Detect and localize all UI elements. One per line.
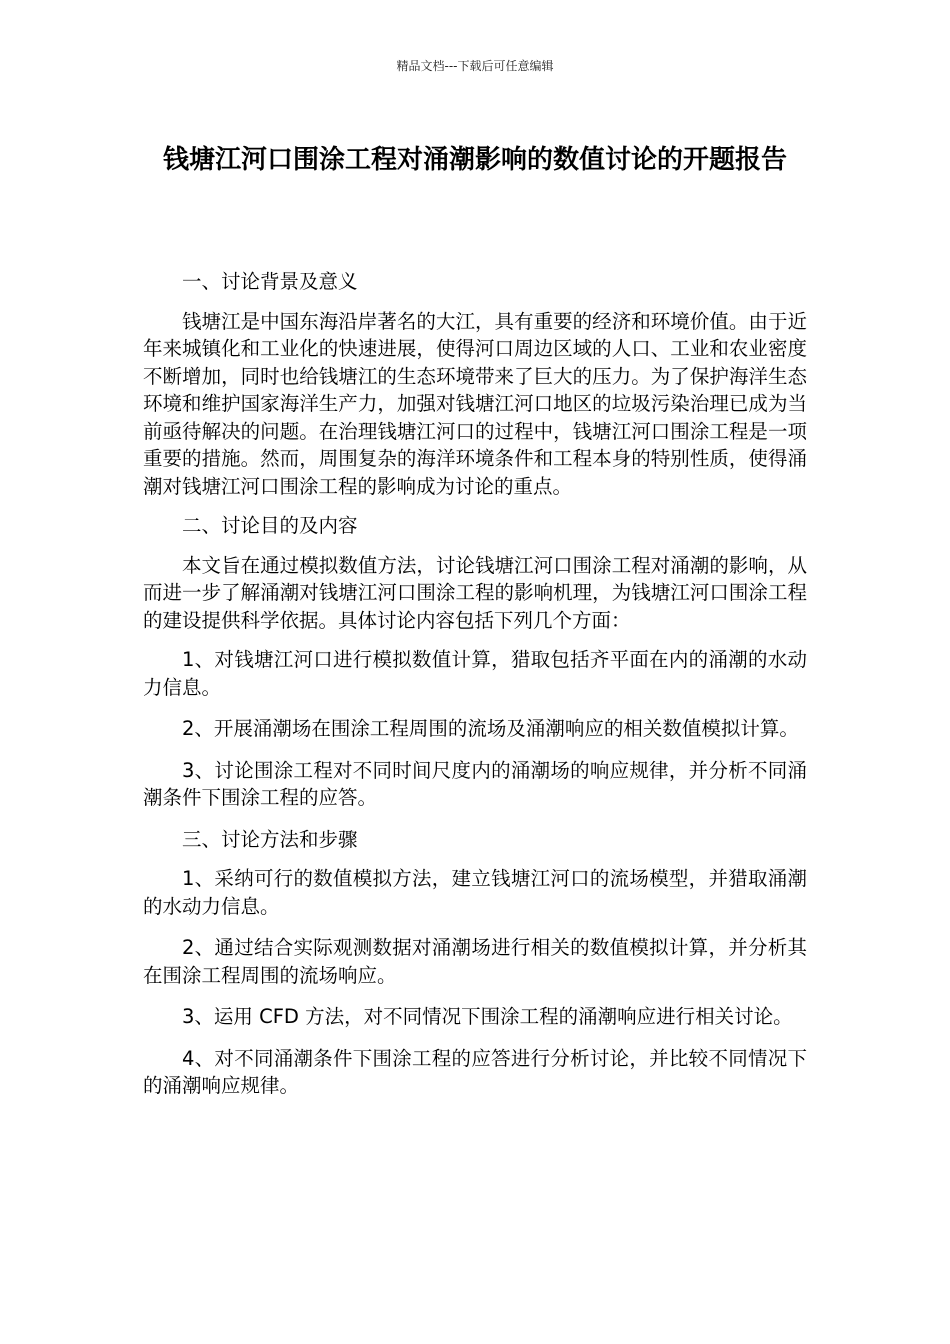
section-heading-methods: 三、讨论方法和步骤 [182,827,358,851]
list-item-objective-3: 3、讨论围涂工程对不同时间尺度内的涌潮场的响应规律，并分析不同涌潮条件下围涂工程的应答。 [143,758,807,809]
paragraph-background: 钱塘江是中国东海沿岸著名的大江，具有重要的经济和环境价值。由于近年来城镇化和工业化的快速进展，使得河口周边区域的人口、工业和农业密度不断增加，同时也给钱塘江的生态环境带来了巨大的压力。为了保护海洋生态环境和维护国家海洋生产力，加强对钱塘江河口地区的垃圾污染治理已成为当前亟待解决的问题。在治理钱塘江河口的过程中，钱塘江河口围涂工程是一项重要的措施。然而，周围复杂的海洋环境条件和工程本身的特别性质，使得涌潮对钱塘江河口围涂工程的影响成为讨论的重点。 [143,309,807,498]
document-title: 钱塘江河口围涂工程对涌潮影响的数值讨论的开题报告 [162,145,787,175]
header-note: 精品文档---下载后可任意编辑 [396,59,554,73]
document-body [143,268,807,1114]
list-item-objective-2: 2、开展涌潮场在围涂工程周围的流场及涌潮响应的相关数值模拟计算。 [182,717,799,740]
section-heading-objectives: 二、讨论目的及内容 [182,514,358,537]
list-item-method-2: 2、通过结合实际观测数据对涌潮场进行相关的数值模拟计算，并分析其在围涂工程周围的流场响应。 [143,936,807,987]
list-item-method-3: 3、运用 CFD 方法，对不同情况下围涂工程的涌潮响应进行相关讨论。 [182,1005,793,1028]
paragraph-objectives: 本文旨在通过模拟数值方法，讨论钱塘江河口围涂工程对涌潮的影响，从而进一步了解涌潮对钱塘江河口围涂工程的影响机理，为钱塘江河口围涂工程的建设提供科学依据。具体讨论内容包括下列几个方面： [143,553,807,632]
list-item-method-1: 1、采纳可行的数值模拟方法，建立钱塘江河口的流场模型，并猎取涌潮的水动力信息。 [143,867,807,918]
list-item-method-4: 4、对不同涌潮条件下围涂工程的应答进行分析讨论，并比较不同情况下的涌潮响应规律。 [143,1046,807,1097]
list-item-objective-1: 1、对钱塘江河口进行模拟数值计算，猎取包括齐平面在内的涌潮的水动力信息。 [143,648,807,699]
section-heading-background: 一、讨论背景及意义 [182,270,358,293]
